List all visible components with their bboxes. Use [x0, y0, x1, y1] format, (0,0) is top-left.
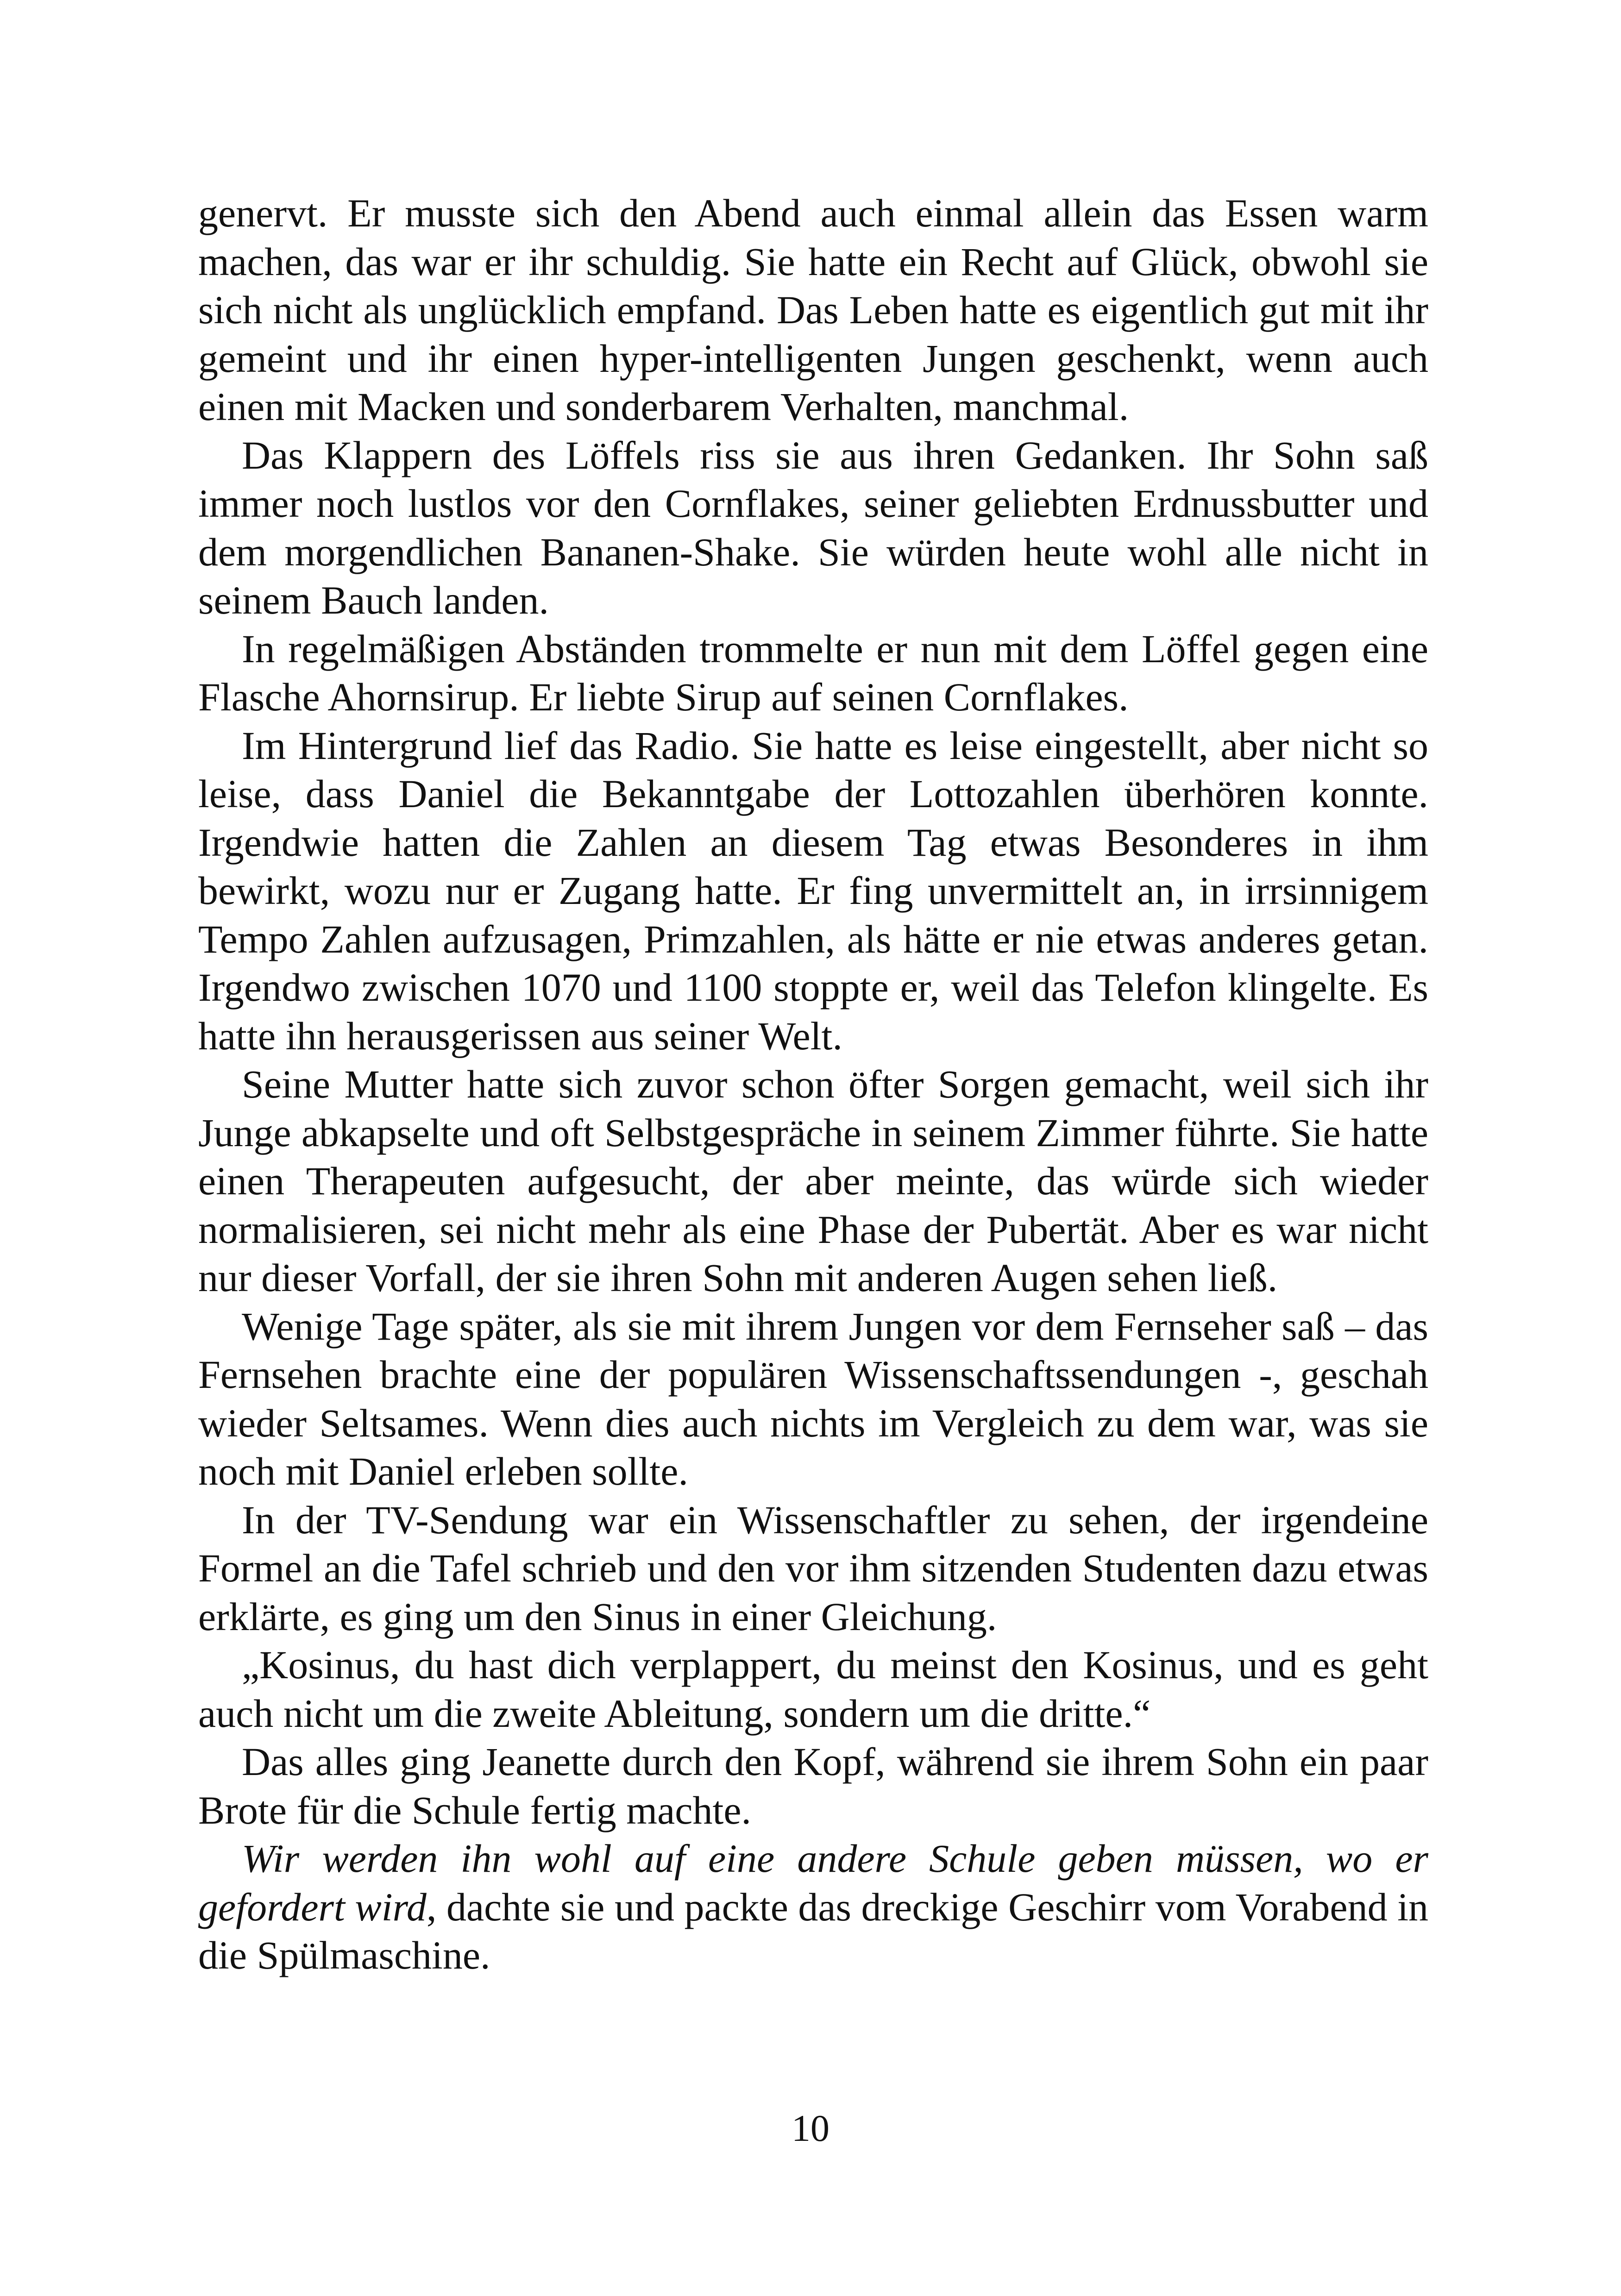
paragraph-2: Das Klappern des Löffels riss sie aus ihren Gedanken. Ihr Sohn saß immer noch lustlos vor den Cornflakes, seiner geliebten Erdnussbutter und dem morgendlichen Bananen-Shake. Sie würden heute wohl alle nicht in seinem Bauch landen. [198, 433, 1428, 622]
page-number: 10 [792, 2107, 829, 2149]
paragraph-10 [198, 1834, 1428, 1980]
paragraph-3: In regelmäßigen Abständen trommelte er nun mit dem Löffel gegen eine Flasche Ahornsirup. Er liebte Sirup auf seinen Cornflakes. [198, 626, 1428, 719]
paragraph-9: Das alles ging Jeanette durch den Kopf, während sie ihrem Sohn ein paar Brote für die Schule fertig machte. [198, 1739, 1428, 1832]
paragraph-7: In der TV-Sendung war ein Wissenschaftler zu sehen, der irgendeine Formel an die Tafel schrieb und den vor ihm sitzenden Studenten dazu etwas erklärte, es ging um den Sinus in einer Gleichung. [198, 1497, 1428, 1639]
italic-thought: Wir werden ihn wohl auf eine andere Schule geben müssen, wo er gefordert wird [198, 1836, 1428, 1929]
paragraph-5: Seine Mutter hatte sich zuvor schon öfter Sorgen gemacht, weil sich ihr Junge abkapselte und oft Selbstgespräche in seinem Zimmer führte. Sie hatte einen Therapeuten aufgesucht, der aber meinte, das würde sich wieder normalisieren, sei nicht mehr als eine Phase der Pubertät. Aber es war nicht nur dieser Vorfall, der sie ihren Sohn mit anderen Augen sehen ließ. [198, 1062, 1428, 1300]
paragraph-4: Im Hintergrund lief das Radio. Sie hatte es leise eingestellt, aber nicht so leise, dass Daniel die Bekanntgabe der Lottozahlen überhören konnte. Irgendwie hatten die Zahlen an diesem Tag etwas Besonderes in ihm bewirkt, wozu nur er Zugang hatte. Er fing unvermittelt an, in irrsinnigem Tempo Zahlen aufzusagen, Primzahlen, als hätte er nie etwas anderes getan. Irgendwo zwischen 1070 und 1100 stoppte er, weil das Telefon klingelte. Es hatte ihn herausgerissen aus seiner Welt. [198, 723, 1428, 1058]
paragraph-8: „Kosinus, du hast dich verplappert, du meinst den Kosinus, und es geht auch nicht um die zweite Ableitung, sondern um die dritte.“ [198, 1643, 1428, 1736]
paragraph-10-rest: , dachte sie und packte das dreckige Geschirr vom Vorabend in die Spülmaschine. [198, 1884, 1429, 1977]
paragraph-1: genervt. Er musste sich den Abend auch einmal allein das Essen warm machen, das war er ihr schuldig. Sie hatte ein Recht auf Glück, obwohl sie sich nicht als unglücklich empfand. Das Leben hatte es eigentlich gut mit ihr gemeint und ihr einen hyper-intelligenten Jungen geschenkt, wenn auch einen mit Macken und sonderbarem Verhalten, manchmal. [198, 191, 1428, 429]
paragraph-6: Wenige Tage später, als sie mit ihrem Jungen vor dem Fernseher saß – das Fernsehen brachte eine der populären Wissenschaftssendungen -, geschah wieder Seltsames. Wenn dies auch nichts im Vergleich zu dem war, was sie noch mit Daniel erleben sollte. [198, 1304, 1428, 1493]
body-text [198, 189, 1428, 1980]
